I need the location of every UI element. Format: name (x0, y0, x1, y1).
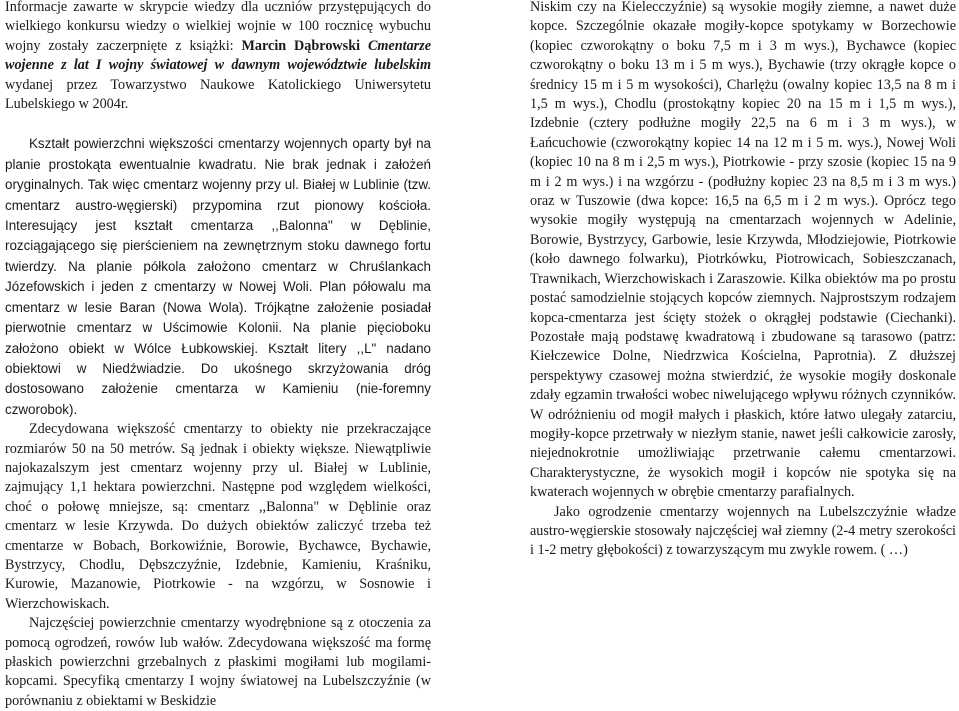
paragraph-cemetery-shapes (5, 134, 431, 420)
left-column (5, 0, 431, 711)
intro-paragraph (5, 0, 431, 114)
paragraph-fencing: Jako ogrodzenie cmentarzy wojennych na Lubelszczyźnie władze austro-węgierskie stosowały najczęściej wał ziemny (2-4 metry szerokości i 1-2 metry głębokości) z towarzyszącym mu zwykle rowem. ( …) (530, 503, 956, 559)
paragraph-mounds: Niskim czy na Kielecczyźnie) są wysokie mogiły ziemne, a nawet duże kopce. Szczególnie okazałe mogiły-kopce spotykamy w Borzechowie (kopiec czworokątny o boku 7,5 m i 3 m wys.), Bychawce (kopiec czworokątny o boku 13 m i 5 m wys.), Bychawie (trzy okrągłe kopce o średnicy 15 m i 5 m wysokości), Charlężu (owalny kopiec 13,5 na 8 m i 1,5 m wys.), Chodlu (prostokątny kopiec 20 na 15 m i 1,5 m wys.), Izdebnie (cztery podłużne mogiły 22,5 na 6 m i 3 m wys.), w Łańcuchowie (czworokątny kopiec 14 na 12 m i 5 m. wys.), Nowej Woli (kopiec 10 na 8 m i 2,5 m wys.), Piotrkowie - przy szosie (kopiec 15 na 9 m i 2 m wys.) i na wzgórzu - (podłużny kopiec 23 na 8,5 m i 3 m wys.) oraz w Tuszowie (dwa kopce: 16,5 na 6,5 m i 2 m wys.). Oprócz tego wysokie mogiły występują na cmentarzach wojennych w Adelinie, Borowie, Bystrzycy, Garbowie, lesie Krzywda, Młodziejowie, Piotrkowie (koło dawnego folwarku), Piotrkówku, Piotrowicach, Sobieszczanach, Trawnikach, Wierzchowiskach i Zaraszowie. Kilka obiektów ma po prostu postać samodzielnie stojących kopców ziemnych. Najprostszym rodzajem kopca-cmentarza jest ścięty stożek o okrągłej podstawie (Ciechanki). Pozostałe mają podstawę kwadratową i zbudowane są tarasowo (patrz: Kiełczewice Dolne, Niedrzwica Kościelna, Paprotnia). Z dłuższej perspektywy czasowej można stwierdzić, że wysokie mogiły doskonale zdały egzamin trwałości wobec niwelującego wpływu różnych czynników. W odróżnieniu od mogił małych i płaskich, które łatwo ulegały zatarciu, mogiły-kopce przetrwały w niezłym stanie, nawet jeśli całkowicie zarosły, niejednokrotnie umożliwiając przetrwanie całemu cmentarzowi. Charakterystyczne, że wysokich mogił i kopców nie spotyka się na kwaterach wojennych w obrębie cmentarzy parafialnych. (530, 0, 956, 501)
intro-text-2: wydanej przez Towarzystwo Naukowe Katolickiego Uniwersytetu Lubelskiego w 2004r. (5, 76, 431, 113)
paragraph-text: Kształt powierzchni większości cmentarzy wojennych oparty był na planie prostokąta ewentualnie kwadratu. Nie brak jednak i założeń oryginalnych. Tak więc cmentarz wojenny przy ul. Białej w Lublinie (tzw. cmentarz austro-węgierski) przypomina rzut pionowy kościoła. Interesujący jest kształt cmentarza ,,Balonna" w Dęblinie, rozciągającego się pierścieniem na zewnętrznym stoku dawnego fortu twierdzy. Na planie półkola założono cmentarz w Chruślankach Józefowskich i jeden z cmentarzy w Nowej Woli. Plan półowalu ma cmentarz w lesie Baran (Nowa Wola). Trójkątne założenie posiadał pierwotnie cmentarz w Uścimowie Kolonii. Na planie pięcioboku założono obiekt w Wólce Łubkowskiej. Kształt litery ,,L" nadano obiektowi w Niedźwiadzie. Do ukośnego skrzyżowania dróg dostosowano założenie cmentarza w Kamieniu (nie-foremny czworobok). (5, 136, 431, 417)
paragraph-cemetery-sizes: Zdecydowana większość cmentarzy to obiekty nie przekraczające rozmiarów 50 na 50 metrów. Są jednak i obiekty większe. Niewątpliwie najokazalszym jest cmentarz wojenny przy ul. Białej w Lublinie, zajmujący 1,1 hektara powierzchni. Następne pod względem wielkości, choć o połowę mniejsze, są: cmentarz ,,Balonna" w Dęblinie oraz cmentarz w lesie Krzywda. Do dużych obiektów zaliczyć trzeba też cmentarze w Bobach, Borkowiźnie, Borowie, Bychawce, Bychawie, Bystrzycy, Chodlu, Dębszczyźnie, Izdebnie, Kamieniu, Kraśniku, Kurowie, Mazanowie, Piotrkowie - na wzgórzu, w Sosnowie i Wierzchowiskach. (5, 421, 431, 612)
right-column (530, 0, 956, 561)
book-title: Cmentarze wojenne z lat I wojny światowej w dawnym województwie lubelskim (5, 37, 431, 74)
book-author: Marcin Dąbrowski (241, 37, 361, 54)
intro-text-1: Informacje zawarte w skrypcie wiedzy dla uczniów przystępujących do wielkiego konkursu wiedzy o wielkiej wojnie w 100 rocznicę wybuchu wojny zostały zaczerpnięte z książki: (5, 0, 431, 54)
paragraph-cemetery-boundaries: Najczęściej powierzchnie cmentarzy wyodrębnione są z otoczenia za pomocą ogrodzeń, rowów lub wałów. Zdecydowana większość ma formę płaskich powierzchni grzebalnych z płaskimi mogiłami lub mogilami-kopcami. Specyfiką cmentarzy I wojny światowej na Lubelszczyźnie (w porównaniu z obiektami w Beskidzie (5, 615, 431, 709)
